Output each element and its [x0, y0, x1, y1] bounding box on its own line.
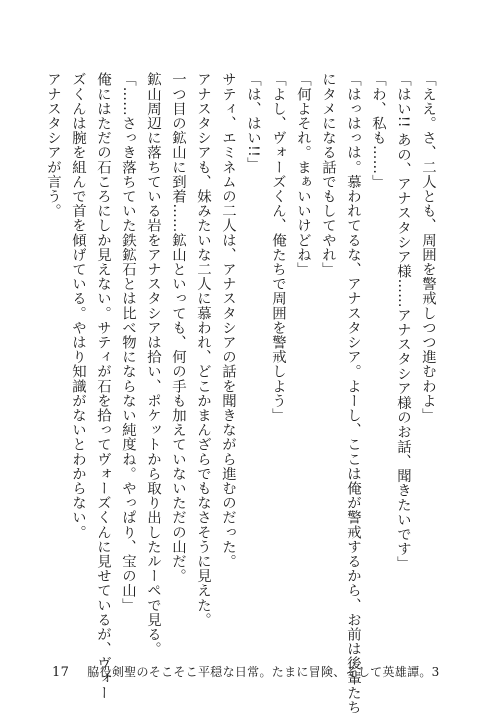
text-line: 「何よそれ。まぁいいけどね」 — [295, 72, 311, 277]
text-line: 「はっはっは。慕われてるな、アナスタシア。よーし、ここは俺が警戒するから、お前は後輩たち — [345, 72, 361, 714]
text-line: 「わ、私も……」 — [370, 72, 386, 189]
text-line: 「ええ。さ、二人とも、周囲を警戒しつつ進むわよ」 — [420, 72, 436, 423]
text-line: 「はい!! あの、アナスタシア様……アナスタシア様のお話、聞きたいです」 — [395, 72, 411, 571]
text-line: 一つ目の鉱山に到着……鉱山といっても、何の手も加えていないただの山だ。 — [170, 72, 186, 583]
text-line: 「は、はい!!」 — [245, 72, 261, 172]
text-line: 「よし、ヴォーズくん、俺たちで周囲を警戒しよう」 — [270, 72, 286, 423]
text-line: サティ、エミネムの二人は、アナスタシアの話を聞きながら進むのだった。 — [220, 72, 236, 569]
page-footer — [52, 663, 440, 680]
book-title: 脇役剣聖のそこそこ平穏な日常。たまに冒険、そして英雄譚。3 — [87, 665, 440, 679]
page-number: 17 — [52, 665, 70, 680]
text-line: にタメになる話でもしてやれ」 — [320, 72, 336, 277]
text-line: ズくんは腕を組んで首を傾げている。やはり知識がないとわからない。 — [70, 72, 86, 540]
text-line: アナスタシアが言う。 — [45, 72, 61, 218]
text-line: 俺にはただの石ころにしか見えない。サティが石を拾ってヴォーズくんに見せているが、ヴォー — [95, 72, 111, 700]
text-line: アナスタシアも、妹みたいな二人に慕われ、どこかまんざらでもなさそうに見えた。 — [195, 72, 211, 627]
text-line: 「……さっき落ちていた鉄鉱石とは比べ物にならない純度ね。やっぱり、宝の山」 — [120, 72, 136, 613]
text-line: 鉱山周辺に落ちている岩をアナスタシアは拾い、ポケットから取り出したルーペで見る。 — [145, 72, 161, 656]
